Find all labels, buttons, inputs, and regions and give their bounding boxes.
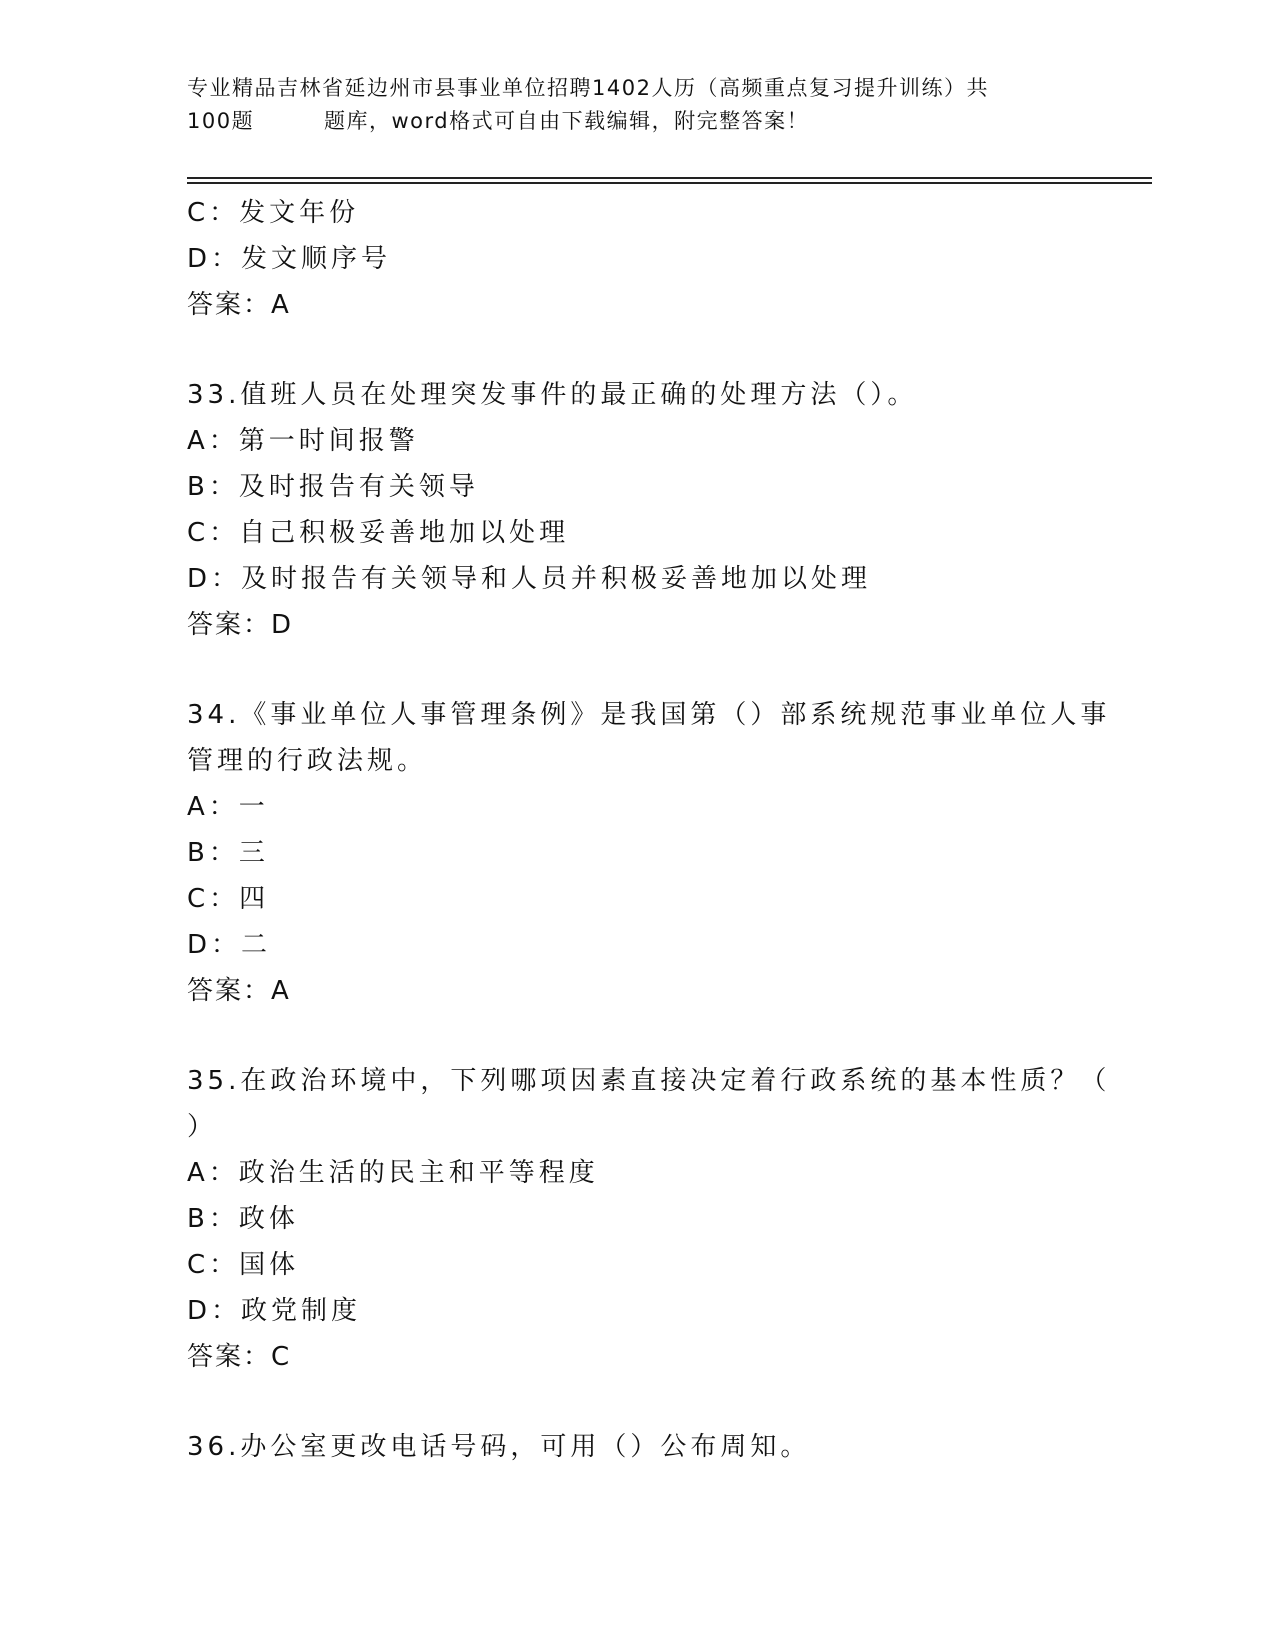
option-b: B：及时报告有关领导 <box>187 472 479 502</box>
header-line-2-text: 题库，word格式可自由下载编辑，附完整答案！ <box>324 109 810 133</box>
header-line-1: 专业精品吉林省延边州市县事业单位招聘1402人历（高频重点复习提升训练）共 <box>187 76 989 100</box>
option-b: B：政体 <box>187 1204 299 1234</box>
question-text-line-1: 34.《事业单位人事管理条例》是我国第（）部系统规范事业单位人事 <box>187 700 1111 730</box>
spacer <box>187 1014 1087 1058</box>
question-36 <box>187 1424 1087 1470</box>
previous-question-tail <box>187 190 1087 328</box>
header-divider-bottom <box>187 182 1152 184</box>
option-c: C：自己积极妥善地加以处理 <box>187 518 570 548</box>
question-content <box>187 190 1111 1470</box>
option-b: B：三 <box>187 838 269 868</box>
question-text: 33.值班人员在处理突发事件的最正确的处理方法（）。 <box>187 380 918 410</box>
option-d: D：二 <box>187 930 272 960</box>
question-text: 36.办公室更改电话号码，可用（）公布周知。 <box>187 1432 811 1462</box>
question-35 <box>187 1058 1111 1380</box>
question-34 <box>187 692 1111 1014</box>
spacer <box>187 648 1087 692</box>
option-d: D：政党制度 <box>187 1296 362 1326</box>
document-header <box>187 72 1087 138</box>
option-d: D：发文顺序号 <box>187 244 392 274</box>
option-a: A：政治生活的民主和平等程度 <box>187 1158 599 1188</box>
option-a: A：第一时间报警 <box>187 426 419 456</box>
option-d: D：及时报告有关领导和人员并积极妥善地加以处理 <box>187 564 872 594</box>
header-line-2 <box>187 105 1087 138</box>
question-33 <box>187 372 1087 648</box>
answer-line: 答案：D <box>187 610 294 640</box>
spacer <box>187 328 1087 372</box>
option-a: A：一 <box>187 792 269 822</box>
header-question-count: 100题 <box>187 109 255 133</box>
question-text-line-2: ） <box>187 1112 218 1142</box>
answer-line: 答案：C <box>187 1342 292 1372</box>
option-c: C：国体 <box>187 1250 300 1280</box>
answer-line: 答案：A <box>187 290 291 320</box>
answer-line: 答案：A <box>187 976 291 1006</box>
header-divider-top <box>187 177 1152 179</box>
option-c: C：四 <box>187 884 270 914</box>
question-text-line-1: 35.在政治环境中，下列哪项因素直接决定着行政系统的基本性质？（ <box>187 1066 1111 1096</box>
spacer <box>187 1380 1087 1424</box>
option-c: C：发文年份 <box>187 198 360 228</box>
question-text-line-2: 管理的行政法规。 <box>187 746 428 776</box>
